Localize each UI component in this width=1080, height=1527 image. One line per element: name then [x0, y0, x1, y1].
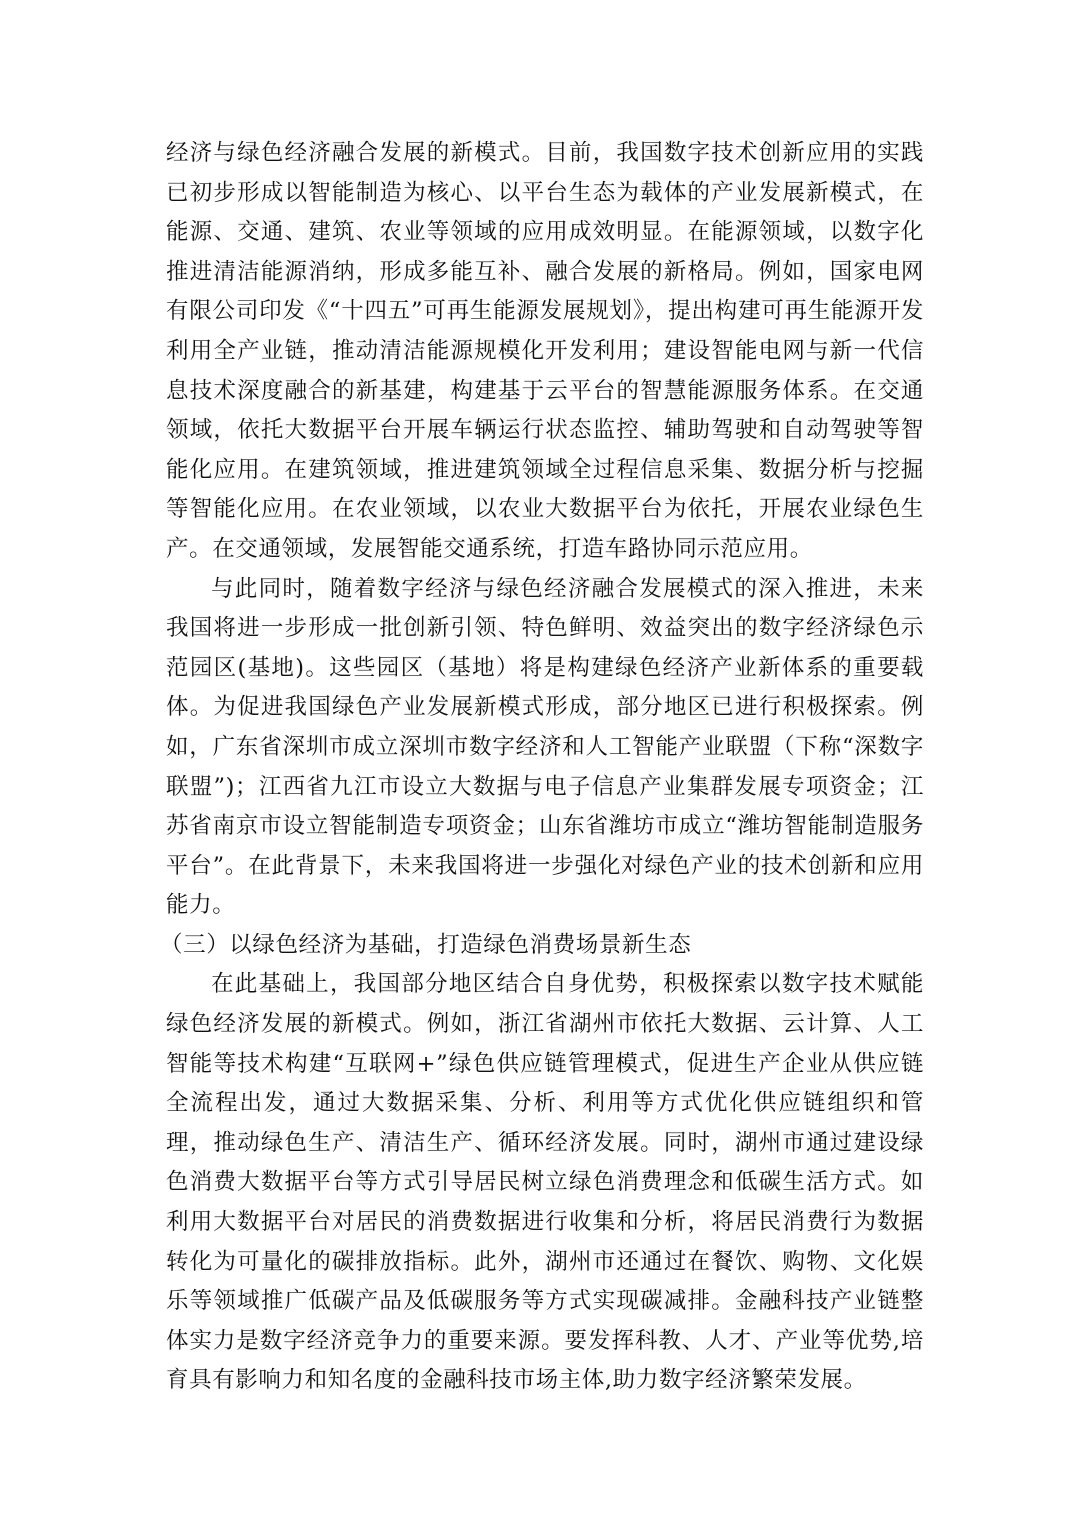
paragraph-green-consumption: 在此基础上，我国部分地区结合自身优势，积极探索以数字技术赋能绿色经济发展的新模式。例如，浙江省湖州市依托大数据、云计算、人工智能等技术构建“互联网+”绿色供应链管理模式，促进生产企业从供应链全流程出发，通过大数据采集、分析、利用等方式优化供应链组织和管理，推动绿色生产、清洁生产、循环经济发展。同时，湖州市通过建设绿色消费大数据平台等方式引导居民树立绿色消费理念和低碳生活方式。如利用大数据平台对居民的消费数据进行收集和分析，将居民消费行为数据转化为可量化的碳排放指标。此外，湖州市还通过在餐饮、购物、文化娱乐等领域推广低碳产品及低碳服务等方式实现碳减排。金融科技产业链整体实力是数字经济竞争力的重要来源。要发挥科教、人才、产业等优势,培育具有影响力和知名度的金融科技市场主体,助力数字经济繁荣发展。: [166, 971, 924, 1394]
paragraph-digital-green-model: 经济与绿色经济融合发展的新模式。目前，我国数字技术创新应用的实践已初步形成以智能制造为核心、以平台生态为载体的产业发展新模式，在能源、交通、建筑、农业等领域的应用成效明显。在能源领域，以数字化推进清洁能源消纳，形成多能互补、融合发展的新格局。例如，国家电网有限公司印发《“十四五”可再生能源发展规划》，提出构建可再生能源开发利用全产业链，推动清洁能源规模化开发利用；建设智能电网与新一代信息技术深度融合的新基建，构建基于云平台的智慧能源服务体系。在交通领域，依托大数据平台开展车辆运行状态监控、辅助驾驶和自动驾驶等智能化应用。在建筑领域，推进建筑领域全过程信息采集、数据分析与挖掘等智能化应用。在农业领域，以农业大数据平台为依托，开展农业绿色生产。在交通领域，发展智能交通系统，打造车路协同示范应用。: [166, 140, 924, 562]
section-heading: （三）以绿色经济为基础，打造绿色消费场景新生态: [160, 931, 692, 958]
document-body: [160, 134, 924, 1401]
paragraph-demonstration-parks: 与此同时，随着数字经济与绿色经济融合发展模式的深入推进，未来我国将进一步形成一批创新引领、特色鲜明、效益突出的数字经济绿色示范园区(基地)。这些园区（基地）将是构建绿色经济产业新体系的重要载体。为促进我国绿色产业发展新模式形成，部分地区已进行积极探索。例如，广东省深圳市成立深圳市数字经济和人工智能产业联盟（下称“深数字联盟”)；江西省九江市设立大数据与电子信息产业集群发展专项资金；江苏省南京市设立智能制造专项资金；山东省潍坊市成立“潍坊智能制造服务平台”。在此背景下，未来我国将进一步强化对绿色产业的技术创新和应用能力。: [166, 575, 924, 919]
